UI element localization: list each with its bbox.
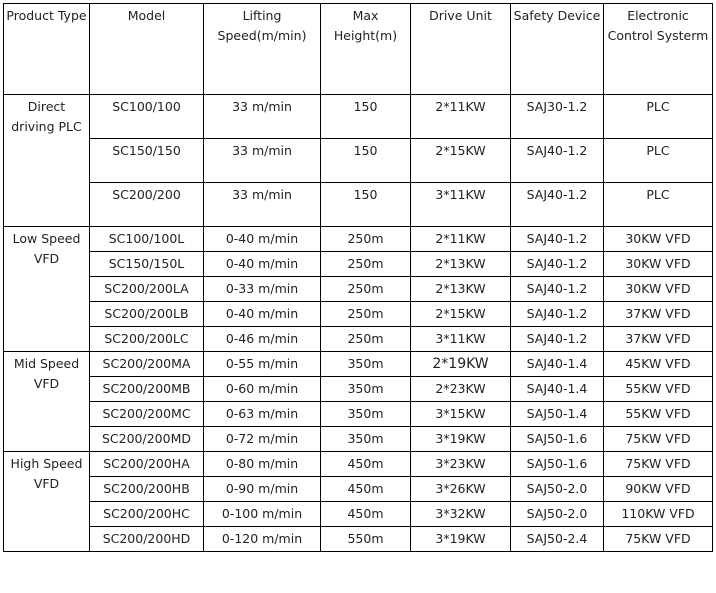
header-product-type: Product Type <box>4 4 90 95</box>
safety-cell: SAJ50-1.6 <box>511 427 604 452</box>
header-safety-device: Safety Device <box>511 4 604 95</box>
header-max-height: Max Height(m) <box>321 4 411 95</box>
model-cell: SC200/200HA <box>90 452 204 477</box>
height-cell: 150 <box>321 139 411 183</box>
height-cell: 550m <box>321 527 411 552</box>
model-cell: SC200/200LA <box>90 277 204 302</box>
drive-cell: 3*26KW <box>411 477 511 502</box>
table-row <box>4 502 713 527</box>
table-row <box>4 139 713 183</box>
table-row <box>4 183 713 227</box>
table-row <box>4 277 713 302</box>
drive-cell: 2*19KW <box>411 352 511 377</box>
height-cell: 450m <box>321 477 411 502</box>
height-cell: 350m <box>321 377 411 402</box>
drive-cell: 2*15KW <box>411 302 511 327</box>
control-cell: 30KW VFD <box>604 227 713 252</box>
safety-cell: SAJ50-2.4 <box>511 527 604 552</box>
height-cell: 250m <box>321 327 411 352</box>
drive-cell: 3*19KW <box>411 427 511 452</box>
safety-cell: SAJ50-1.6 <box>511 452 604 477</box>
control-cell: 75KW VFD <box>604 527 713 552</box>
control-cell: 90KW VFD <box>604 477 713 502</box>
model-cell: SC200/200LC <box>90 327 204 352</box>
model-cell: SC200/200HC <box>90 502 204 527</box>
height-cell: 250m <box>321 227 411 252</box>
model-cell: SC150/150L <box>90 252 204 277</box>
table-row <box>4 252 713 277</box>
control-cell: 37KW VFD <box>604 302 713 327</box>
drive-cell: 3*19KW <box>411 527 511 552</box>
control-cell: PLC <box>604 183 713 227</box>
table-row <box>4 452 713 477</box>
safety-cell: SAJ40-1.2 <box>511 183 604 227</box>
drive-cell: 3*11KW <box>411 183 511 227</box>
table-row <box>4 302 713 327</box>
product-type-cell: Direct driving PLC <box>4 95 90 227</box>
height-cell: 250m <box>321 252 411 277</box>
control-cell: 37KW VFD <box>604 327 713 352</box>
height-cell: 150 <box>321 95 411 139</box>
speed-cell: 0-46 m/min <box>204 327 321 352</box>
speed-cell: 0-63 m/min <box>204 402 321 427</box>
control-cell: 55KW VFD <box>604 402 713 427</box>
speed-cell: 0-90 m/min <box>204 477 321 502</box>
speed-cell: 0-40 m/min <box>204 302 321 327</box>
safety-cell: SAJ40-1.2 <box>511 302 604 327</box>
control-cell: 45KW VFD <box>604 352 713 377</box>
drive-cell: 3*23KW <box>411 452 511 477</box>
product-type-cell: Low Speed VFD <box>4 227 90 352</box>
table-row <box>4 95 713 139</box>
model-cell: SC100/100 <box>90 95 204 139</box>
drive-cell: 2*11KW <box>411 95 511 139</box>
drive-cell: 3*32KW <box>411 502 511 527</box>
height-cell: 450m <box>321 502 411 527</box>
header-drive-unit: Drive Unit <box>411 4 511 95</box>
safety-cell: SAJ40-1.4 <box>511 377 604 402</box>
model-cell: SC200/200LB <box>90 302 204 327</box>
height-cell: 250m <box>321 277 411 302</box>
speed-cell: 0-40 m/min <box>204 227 321 252</box>
control-cell: 30KW VFD <box>604 277 713 302</box>
control-cell: 55KW VFD <box>604 377 713 402</box>
model-cell: SC200/200MB <box>90 377 204 402</box>
control-cell: 110KW VFD <box>604 502 713 527</box>
table-row <box>4 427 713 452</box>
control-cell: 75KW VFD <box>604 452 713 477</box>
height-cell: 150 <box>321 183 411 227</box>
table-row <box>4 527 713 552</box>
model-cell: SC200/200MD <box>90 427 204 452</box>
drive-cell: 2*11KW <box>411 227 511 252</box>
height-cell: 350m <box>321 427 411 452</box>
header-row <box>4 4 713 95</box>
safety-cell: SAJ50-1.4 <box>511 402 604 427</box>
header-model: Model <box>90 4 204 95</box>
control-cell: 75KW VFD <box>604 427 713 452</box>
spec-table-container <box>3 3 713 552</box>
header-electronic-control: Electronic Control Systerm <box>604 4 713 95</box>
model-cell: SC200/200 <box>90 183 204 227</box>
control-cell: 30KW VFD <box>604 252 713 277</box>
product-type-cell: High Speed VFD <box>4 452 90 552</box>
safety-cell: SAJ50-2.0 <box>511 502 604 527</box>
speed-cell: 33 m/min <box>204 95 321 139</box>
safety-cell: SAJ40-1.2 <box>511 227 604 252</box>
safety-cell: SAJ40-1.2 <box>511 327 604 352</box>
speed-cell: 33 m/min <box>204 183 321 227</box>
drive-cell: 2*13KW <box>411 277 511 302</box>
model-cell: SC200/200HB <box>90 477 204 502</box>
safety-cell: SAJ40-1.4 <box>511 352 604 377</box>
table-row <box>4 352 713 377</box>
model-cell: SC200/200MA <box>90 352 204 377</box>
control-cell: PLC <box>604 95 713 139</box>
product-type-cell: Mid Speed VFD <box>4 352 90 452</box>
speed-cell: 0-72 m/min <box>204 427 321 452</box>
table-row <box>4 402 713 427</box>
table-row <box>4 477 713 502</box>
model-cell: SC200/200MC <box>90 402 204 427</box>
safety-cell: SAJ40-1.2 <box>511 277 604 302</box>
height-cell: 250m <box>321 302 411 327</box>
drive-cell: 2*13KW <box>411 252 511 277</box>
height-cell: 350m <box>321 402 411 427</box>
drive-cell: 3*11KW <box>411 327 511 352</box>
safety-cell: SAJ30-1.2 <box>511 95 604 139</box>
model-cell: SC200/200HD <box>90 527 204 552</box>
height-cell: 350m <box>321 352 411 377</box>
safety-cell: SAJ40-1.2 <box>511 139 604 183</box>
speed-cell: 0-80 m/min <box>204 452 321 477</box>
speed-cell: 0-40 m/min <box>204 252 321 277</box>
header-lifting-speed: Lifting Speed(m/min) <box>204 4 321 95</box>
speed-cell: 0-33 m/min <box>204 277 321 302</box>
drive-cell: 3*15KW <box>411 402 511 427</box>
model-cell: SC150/150 <box>90 139 204 183</box>
speed-cell: 0-60 m/min <box>204 377 321 402</box>
safety-cell: SAJ40-1.2 <box>511 252 604 277</box>
drive-cell: 2*15KW <box>411 139 511 183</box>
spec-table <box>3 3 713 552</box>
speed-cell: 0-120 m/min <box>204 527 321 552</box>
table-row <box>4 377 713 402</box>
control-cell: PLC <box>604 139 713 183</box>
speed-cell: 33 m/min <box>204 139 321 183</box>
model-cell: SC100/100L <box>90 227 204 252</box>
drive-cell: 2*23KW <box>411 377 511 402</box>
speed-cell: 0-55 m/min <box>204 352 321 377</box>
table-row <box>4 227 713 252</box>
safety-cell: SAJ50-2.0 <box>511 477 604 502</box>
speed-cell: 0-100 m/min <box>204 502 321 527</box>
table-row <box>4 327 713 352</box>
height-cell: 450m <box>321 452 411 477</box>
